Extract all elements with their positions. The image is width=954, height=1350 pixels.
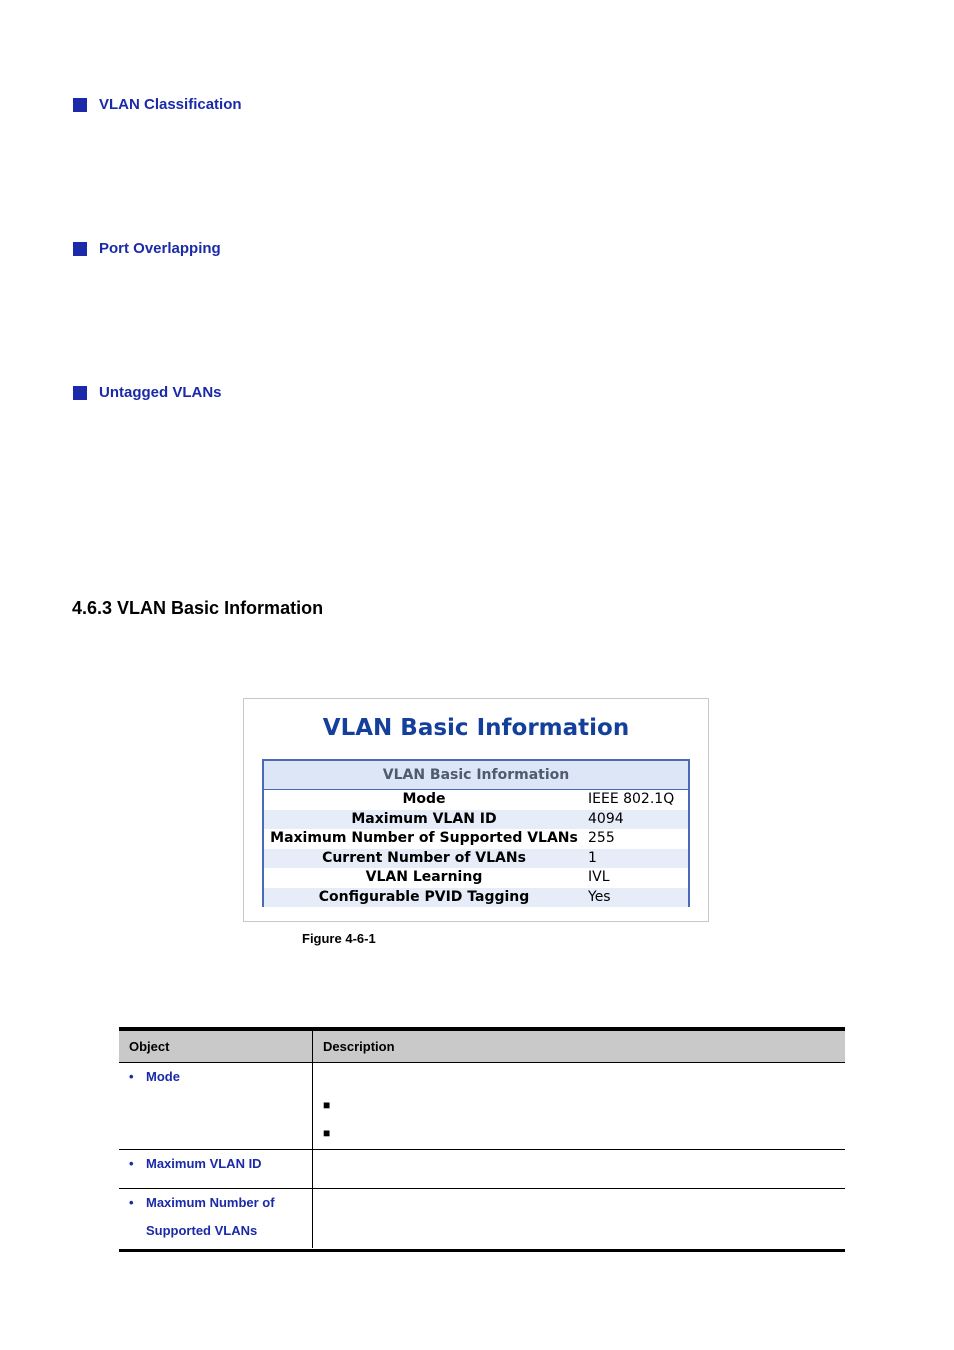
table-row: [119, 1189, 845, 1248]
object-max-supported-vlans: • Maximum Number of Supported VLANs: [129, 1189, 302, 1245]
heading-vlan-classification: [73, 96, 242, 113]
heading-untagged-vlans: [73, 384, 222, 401]
column-header-description: Description: [313, 1031, 846, 1063]
info-value: Yes: [588, 888, 611, 905]
black-square-icon: ■: [323, 1126, 331, 1140]
vlan-info-table: [262, 759, 690, 907]
square-bullet-icon: [73, 242, 87, 256]
info-value: 255: [588, 830, 615, 846]
vlan-basic-info-figure: [243, 698, 709, 922]
info-row-pvid-tagging: [264, 888, 688, 908]
info-row-mode: [264, 790, 688, 810]
section-title: 4.6.3 VLAN Basic Information: [72, 598, 324, 618]
heading-label: Untagged VLANs: [99, 384, 222, 401]
heading-label: Port Overlapping: [99, 240, 221, 257]
info-key: Maximum Number of Supported VLANs: [270, 830, 578, 846]
object-mode: • Mode: [129, 1063, 302, 1091]
info-key: Mode: [402, 791, 446, 807]
info-row-max-vlan-id: [264, 810, 688, 830]
bullet-dot-icon: •: [129, 1156, 134, 1171]
bullet-dot-icon: •: [129, 1069, 134, 1084]
info-key: Current Number of VLANs: [322, 849, 526, 866]
figure-title: VLAN Basic Information: [322, 715, 630, 741]
info-row-max-supported-vlans: [264, 829, 688, 849]
black-square-icon: ■: [323, 1098, 331, 1112]
object-max-vlan-id: • Maximum VLAN ID: [129, 1150, 302, 1178]
info-row-current-vlans: [264, 849, 688, 869]
info-row-vlan-learning: [264, 868, 688, 888]
figure-caption: Figure 4-6-1: [302, 931, 376, 946]
column-header-object: Object: [119, 1031, 313, 1063]
info-value: 1: [588, 849, 597, 866]
heading-port-overlapping: [73, 240, 221, 257]
square-bullet-icon: [73, 98, 87, 112]
bullet-dot-icon: •: [129, 1195, 134, 1210]
info-value: IVL: [588, 869, 610, 885]
square-bullet-icon: [73, 386, 87, 400]
object-description-table: [119, 1027, 845, 1252]
vlan-info-table-header: VLAN Basic Information: [264, 761, 688, 790]
table-row: [119, 1150, 845, 1189]
table-row: [119, 1063, 845, 1150]
info-key: Maximum VLAN ID: [351, 810, 497, 827]
info-value: IEEE 802.1Q: [588, 791, 675, 807]
info-key: Configurable PVID Tagging: [318, 888, 530, 905]
heading-label: VLAN Classification: [99, 96, 242, 113]
table-header-row: [119, 1031, 845, 1063]
info-value: 4094: [588, 810, 624, 827]
info-key: VLAN Learning: [365, 869, 483, 885]
